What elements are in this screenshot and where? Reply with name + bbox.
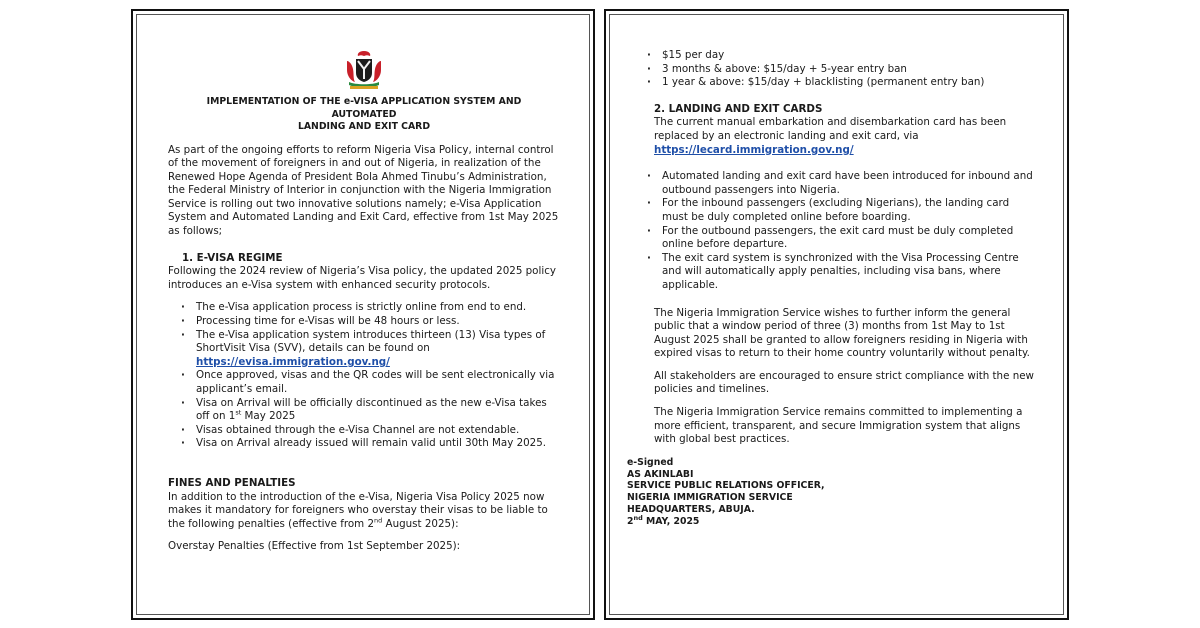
fines-heading: FINES AND PENALTIES (168, 476, 296, 489)
signature-block (627, 457, 1038, 528)
list-item (634, 63, 1038, 77)
signatory-org: NIGERIA IMMIGRATION SERVICE (627, 492, 793, 504)
nigeria-coat-of-arms-icon (339, 49, 389, 91)
title-line-1: IMPLEMENTATION OF THE e-VISA APPLICATION SYSTEM AND AUTOMATED (206, 96, 522, 120)
signatory-title: SERVICE PUBLIC RELATIONS OFFICER, (627, 480, 825, 492)
evisa-portal-link[interactable]: https://evisa.immigration.gov.ng/ (196, 355, 390, 368)
section-evisa-body: Following the 2024 review of Nigeria’s Visa policy, the updated 2025 policy introduces an e-Visa system with enhanced security protocols. (168, 265, 556, 291)
bullet-text: The e-Visa application process is strictly online from end to end. (196, 301, 527, 314)
penalty-text: 1 year & above: $15/day + blacklisting (permanent entry ban) (662, 76, 985, 89)
list-item (168, 437, 560, 451)
bullet-text: Visa on Arrival already issued will remain valid until 30th May 2025. (196, 437, 547, 450)
bullet-text: Visas obtained through the e-Visa Channel are not extendable. (196, 423, 520, 436)
bullet-text: For the inbound passengers (excluding Nigerians), the landing card must be duly completed online before boarding. (662, 197, 1010, 223)
list-item (634, 225, 1038, 252)
bullet-text: For the outbound passengers, the exit card must be duly completed online before departure. (662, 224, 1014, 251)
list-item (634, 252, 1038, 293)
bullet-text: Visa on Arrival will be officially discontinued as the new e-Visa takes off on 1 (196, 396, 547, 423)
bullet-text: Automated landing and exit card have been introduced for inbound and outbound passengers into Nigeria. (662, 170, 1033, 196)
evisa-bullet-list (168, 301, 560, 451)
section-cards-body: The current manual embarkation and disembarkation card has been replaced by an electronic landing and exit card, via (654, 116, 1007, 142)
signature-date (627, 513, 1038, 528)
title-line-2: LANDING AND EXIT CARD (297, 121, 431, 132)
list-item (634, 49, 1038, 63)
lecard-portal-link[interactable]: https://lecard.immigration.gov.ng/ (654, 143, 854, 156)
date-day: 2 (627, 515, 634, 527)
ordinal-suffix: nd (374, 516, 383, 525)
page-1-content (168, 49, 560, 554)
list-item (168, 301, 560, 315)
penalty-text: $15 per day (662, 49, 725, 61)
bullet-text: Once approved, visas and the QR codes will be sent electronically via applicant’s email. (196, 369, 555, 395)
date-rest: MAY, 2025 (642, 515, 700, 527)
document-title (174, 96, 554, 134)
list-item (634, 197, 1038, 224)
list-item (168, 369, 560, 396)
fines-body-text: In addition to the introduction of the e-Visa, Nigeria Visa Policy 2025 now makes it mandatory for foreigners who overstay their visas to be liable to the following penalties (effective from 2 (168, 490, 548, 530)
bullet-text: The e-Visa application system introduces thirteen (13) Visa types of ShortVisit Visa (SVV), details can be found on (196, 328, 546, 355)
letter-page-1 (131, 9, 595, 620)
signatory-name: AS AKINLABI (627, 468, 694, 480)
window-period-paragraph: The Nigeria Immigration Service wishes to further inform the general public that a window period of three (3) months from 1st May to 1st August 2025 shall be granted to allow foreigners residing in Nigeria with expired visas to return to their home country voluntarily without penalty. (654, 306, 1030, 360)
bullet-text-end: May 2025 (241, 410, 296, 423)
penalty-list (634, 49, 1038, 90)
fines-body (168, 491, 560, 532)
list-item (168, 315, 560, 329)
bullet-text: Processing time for e-Visas will be 48 hours or less. (196, 315, 460, 328)
lecard-link-line (654, 144, 1038, 158)
intro-paragraph: As part of the ongoing efforts to reform Nigeria Visa Policy, internal control of the movement of foreigners in and out of Nigeria, in realization of the Renewed Hope Agenda of President Bola Ahmed Tinubu’s Administration, the Federal Ministry of Interior in conjunction with the Nigeria Immigration Service is rolling out two innovative solutions namely; e-Visa Application System and Automated Landing and Exit Card, effective from 1st May 2025 as follows; (168, 143, 559, 238)
list-item (168, 424, 560, 438)
list-item (168, 397, 560, 424)
page-2-content (627, 49, 1038, 528)
list-item (634, 170, 1038, 197)
section-evisa-heading: 1. E-VISA REGIME (182, 251, 283, 264)
cards-bullet-list (634, 170, 1038, 292)
fines-body-end: August 2025): (382, 517, 459, 530)
list-item (168, 329, 560, 370)
signature-line: e-Signed (627, 456, 674, 468)
bullet-text: The exit card system is synchronized with the Visa Processing Centre and will automatically apply penalties, including visa bans, where applicable. (662, 251, 1019, 291)
ordinal-suffix: st (235, 408, 242, 417)
section-cards-heading: 2. LANDING AND EXIT CARDS (654, 102, 823, 115)
ordinal-suffix: nd (633, 513, 643, 522)
overstay-penalties-label: Overstay Penalties (Effective from 1st September 2025): (168, 540, 461, 553)
letter-page-2 (604, 9, 1069, 620)
compliance-paragraph: All stakeholders are encouraged to ensure strict compliance with the new policies and timelines. (654, 369, 1034, 396)
penalty-text: 3 months & above: $15/day + 5-year entry ban (662, 62, 907, 75)
signatory-location: HEADQUARTERS, ABUJA. (627, 504, 755, 516)
commitment-paragraph: The Nigeria Immigration Service remains committed to implementing a more efficient, transparent, and secure Immigration system that aligns with global best practices. (654, 406, 1023, 446)
list-item (634, 76, 1038, 90)
